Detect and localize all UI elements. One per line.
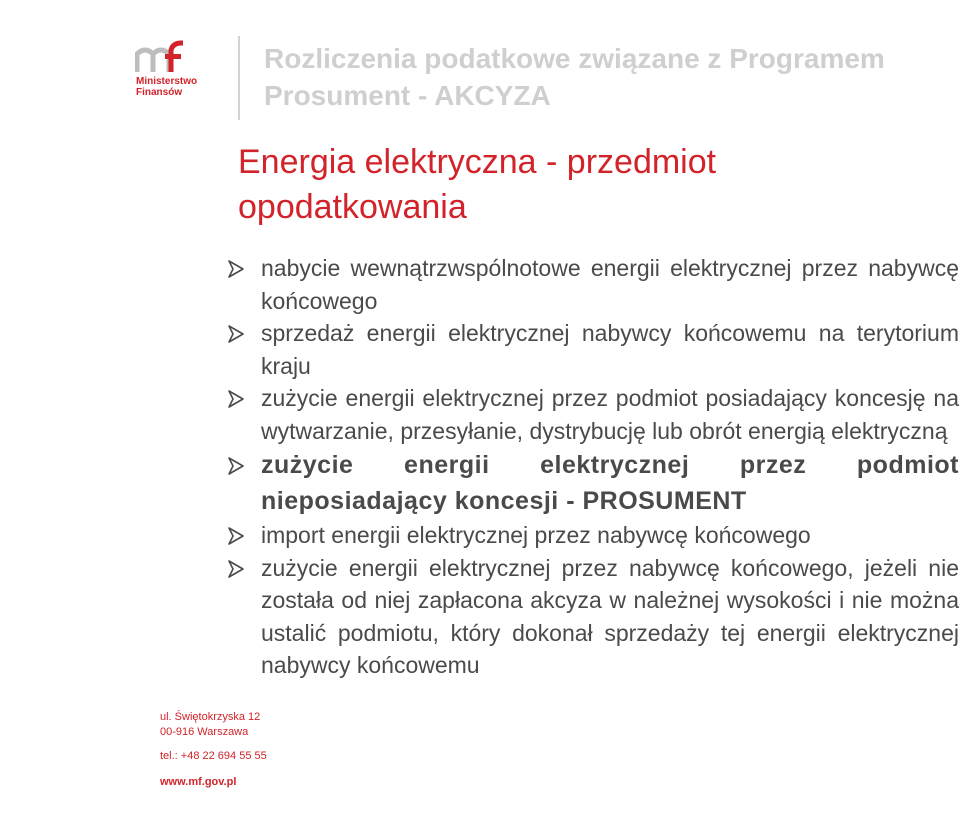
website-link[interactable]: www.mf.gov.pl (160, 776, 237, 788)
presentation-title: Rozliczenia podatkowe związane z Programem Prosument - AKCYZA (264, 43, 885, 111)
arrow-bullet-icon (226, 526, 246, 546)
bullet-item (221, 382, 959, 447)
address-line1: ul. Świętokrzyska 12 (160, 711, 261, 723)
arrow-bullet-icon (226, 389, 246, 409)
bullet-item (221, 519, 959, 552)
bullet-text: zużycie energii elektrycznej przez podmiot posiadający koncesję na wytwarzanie, przesyłanie, dystrybucję lub obrót energią elektryczną (261, 385, 959, 444)
arrow-bullet-icon (226, 324, 246, 344)
bullet-text: nabycie wewnątrzwspólnotowe energii elektrycznej przez nabywcę końcowego (261, 255, 959, 314)
arrow-bullet-icon (226, 259, 246, 279)
bullet-text: zużycie energii elektrycznej przez nabywcę końcowego, jeżeli nie została od niej zapłacona akcyza w należnej wysokości i nie można ustalić podmiotu, który dokonał sprzedaży tej energii elektrycznej nabywcy końcowemu (261, 554, 959, 678)
arrow-bullet-icon (226, 559, 246, 579)
bullet-item (221, 447, 959, 519)
ministry-name-line1: Ministerstwo (136, 76, 198, 87)
ministry-name-line2: Finansów (136, 87, 183, 98)
bullet-item (221, 552, 959, 682)
slide-title: Energia elektryczna - przedmiot opodatkowania (238, 143, 717, 226)
bullet-text: import energii elektrycznej przez nabywcę końcowego (261, 522, 811, 548)
bullet-item (221, 317, 959, 382)
address-line2: 00-916 Warszawa (160, 726, 249, 738)
ministry-name (136, 76, 197, 98)
arrow-bullet-icon (226, 456, 246, 476)
mf-logo-icon (135, 40, 195, 74)
bullet-list (221, 252, 959, 682)
bullet-text: sprzedaż energii elektrycznej nabywcy końcowemu na terytorium kraju (261, 320, 959, 379)
header-divider (238, 36, 240, 120)
phone-number: tel.: +48 22 694 55 55 (160, 750, 267, 762)
bullet-item (221, 252, 959, 317)
bullet-text: zużycie energii elektrycznej przez podmiot nieposiadający koncesji - PROSUMENT (261, 451, 959, 515)
